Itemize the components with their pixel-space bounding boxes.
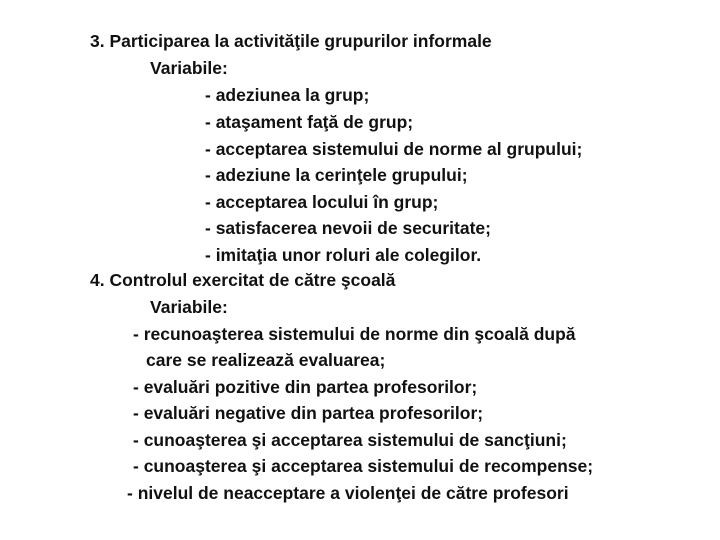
section-3-item: - adeziunea la grup; [205,85,370,105]
section-3-heading: 3. Participarea la activităţile grupurilor informale [90,31,492,51]
section-3-item: - imitaţia unor roluri ale colegilor. [205,245,482,265]
section-3-item: - satisfacerea nevoii de securitate; [205,218,491,238]
section-4-item: - cunoaşterea şi acceptarea sistemului de recompense; [133,456,594,476]
section-4-item-continuation: care se realizează evaluarea; [146,350,386,370]
section-3-item: - ataşament faţă de grup; [205,112,414,132]
section-4-heading: 4. Controlul exercitat de către şcoală [90,270,396,290]
section-4-item: - cunoaşterea şi acceptarea sistemului de sancţiuni; [133,430,567,450]
section-4-variables-label: Variabile: [150,297,228,317]
section-3-item: - acceptarea sistemului de norme al grupului; [205,139,583,159]
section-4-item: - evaluări negative din partea profesorilor; [133,403,484,423]
section-4-item: - nivelul de neacceptare a violenţei de către profesori [127,483,569,503]
section-3-item: - acceptarea locului în grup; [205,192,439,212]
section-3-item: - adeziune la cerinţele grupului; [205,165,468,185]
section-4-item: - recunoaşterea sistemului de norme din şcoală după [133,324,576,344]
section-4-item: - evaluări pozitive din partea profesorilor; [133,377,478,397]
section-3-variables-label: Variabile: [150,58,228,78]
